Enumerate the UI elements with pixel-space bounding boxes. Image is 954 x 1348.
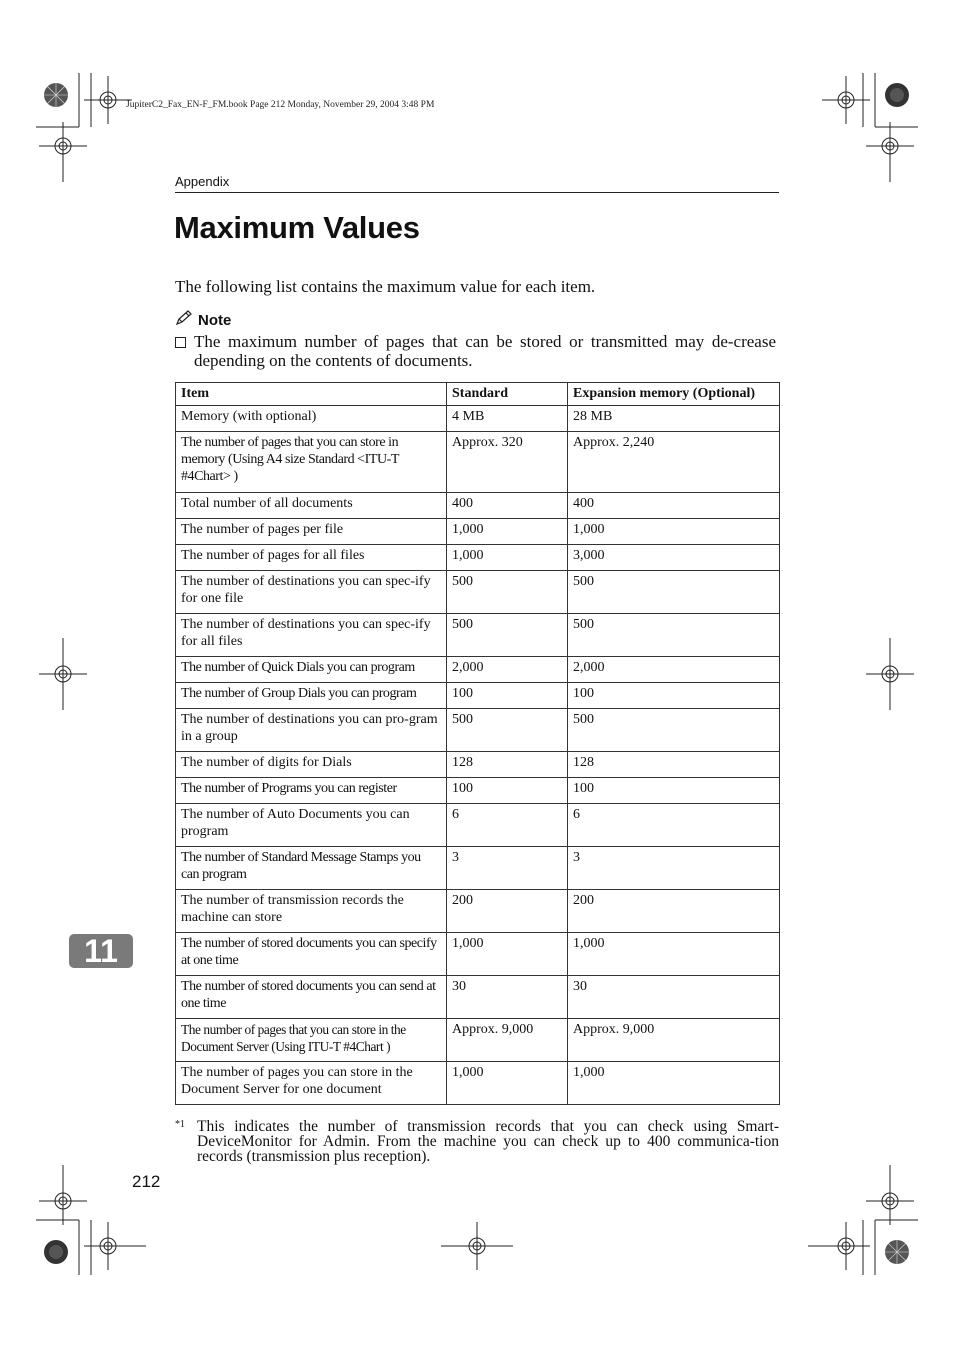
expansion-cell: 1,000 [568, 519, 780, 545]
standard-cell: 128 [447, 752, 568, 778]
expansion-cell: 500 [568, 571, 780, 614]
item-cell: The number of stored documents you can send at one time [176, 976, 447, 1019]
color-target-icon [44, 83, 68, 107]
table-row [176, 657, 780, 683]
item-cell: The number of Quick Dials you can program [176, 657, 447, 683]
standard-cell: 4 MB [447, 406, 568, 432]
registration-crosshair-icon [866, 122, 914, 182]
table-row [176, 976, 780, 1019]
item-cell: The number of pages for all files [176, 545, 447, 571]
table-row [176, 571, 780, 614]
standard-cell: 200 [447, 890, 568, 933]
table-row [176, 752, 780, 778]
item-cell: Memory (with optional) [176, 406, 447, 432]
standard-cell: 400 [447, 493, 568, 519]
expansion-cell: Approx. 9,000 [568, 1019, 780, 1062]
standard-cell: Approx. 9,000 [447, 1019, 568, 1062]
item-cell: The number of pages per file [176, 519, 447, 545]
standard-cell: 6 [447, 804, 568, 847]
item-cell: The number of Programs you can register [176, 778, 447, 804]
standard-cell: 1,000 [447, 519, 568, 545]
item-cell: The number of transmission records the machine can store [176, 890, 447, 933]
page-title: Maximum Values [174, 210, 420, 245]
color-target-icon [44, 1240, 68, 1264]
color-target-icon [885, 1240, 909, 1264]
print-header: JupiterC2_Fax_EN-F_FM.book Page 212 Monday, November 29, 2004 3:48 PM [126, 100, 435, 110]
intro-text: The following list contains the maximum value for each item. [175, 277, 596, 296]
expansion-cell: 500 [568, 614, 780, 657]
registration-crosshair-icon [866, 638, 914, 710]
expansion-cell: 1,000 [568, 1062, 780, 1105]
note-heading [175, 310, 231, 331]
expansion-cell: 1,000 [568, 933, 780, 976]
note-text: The maximum number of pages that can be stored or transmitted may de-crease depending on the contents of documents. [194, 332, 776, 370]
item-cell: The number of destinations you can spec-ify for one file [176, 571, 447, 614]
page-number: 212 [132, 1172, 161, 1191]
standard-cell: Approx. 320 [447, 432, 568, 493]
standard-cell: 1,000 [447, 1062, 568, 1105]
item-cell: The number of pages you can store in the Document Server for one document [176, 1062, 447, 1105]
expansion-cell: 28 MB [568, 406, 780, 432]
maximum-values-table [175, 382, 780, 1105]
expansion-cell: 100 [568, 778, 780, 804]
footnote-marker: *1 [175, 1119, 185, 1130]
standard-cell: 100 [447, 683, 568, 709]
table-row [176, 406, 780, 432]
registration-crosshair-icon [866, 1165, 914, 1225]
registration-crosshair-icon [808, 1222, 870, 1270]
expansion-cell: 3 [568, 847, 780, 890]
item-cell: The number of destinations you can spec-ify for all files [176, 614, 447, 657]
checkbox-icon [175, 337, 186, 348]
table-row [176, 432, 780, 493]
column-header-expansion: Expansion memory (Optional) [568, 383, 780, 406]
standard-cell: 1,000 [447, 545, 568, 571]
item-cell: The number of Group Dials you can program [176, 683, 447, 709]
table-row [176, 890, 780, 933]
table-row [176, 519, 780, 545]
table-row [176, 709, 780, 752]
standard-cell: 3 [447, 847, 568, 890]
table-row [176, 1019, 780, 1062]
section-label: Appendix [175, 174, 230, 189]
item-cell: The number of pages that you can store in the Document Server (Using ITU-T #4Chart ) [176, 1019, 447, 1062]
standard-cell: 30 [447, 976, 568, 1019]
registration-crosshair-icon [39, 1165, 87, 1225]
column-header-standard: Standard [447, 383, 568, 406]
column-header-item: Item [176, 383, 447, 406]
table-row [176, 804, 780, 847]
table-row [176, 614, 780, 657]
registration-crosshair-icon [39, 638, 87, 710]
expansion-cell: 100 [568, 683, 780, 709]
item-cell: The number of Auto Documents you can program [176, 804, 447, 847]
note-item [175, 332, 779, 370]
expansion-cell: 6 [568, 804, 780, 847]
header-rule [175, 192, 779, 193]
item-cell: The number of destinations you can pro-gram in a group [176, 709, 447, 752]
footnote [175, 1119, 779, 1164]
standard-cell: 100 [447, 778, 568, 804]
table-row [176, 847, 780, 890]
table-header-row [176, 383, 780, 406]
table-row [176, 545, 780, 571]
expansion-cell: Approx. 2,240 [568, 432, 780, 493]
expansion-cell: 400 [568, 493, 780, 519]
item-cell: The number of stored documents you can specify at one time [176, 933, 447, 976]
item-cell: The number of Standard Message Stamps you can program [176, 847, 447, 890]
registration-crosshair-icon [39, 122, 87, 182]
standard-cell: 500 [447, 709, 568, 752]
expansion-cell: 200 [568, 890, 780, 933]
expansion-cell: 3,000 [568, 545, 780, 571]
table-row [176, 778, 780, 804]
item-cell: The number of digits for Dials [176, 752, 447, 778]
table-row [176, 933, 780, 976]
expansion-cell: 2,000 [568, 657, 780, 683]
standard-cell: 2,000 [447, 657, 568, 683]
table-row [176, 683, 780, 709]
item-cell: The number of pages that you can store in memory (Using A4 size Standard <ITU-T #4Chart> ) [176, 432, 447, 493]
standard-cell: 500 [447, 571, 568, 614]
registration-crosshair-icon [441, 1222, 513, 1270]
standard-cell: 500 [447, 614, 568, 657]
note-label: Note [198, 312, 232, 329]
footnote-text: This indicates the number of transmission records that you can check using Smart-DeviceMonitor for Admin. From the machine you can check up to 400 communica-tion records (transmission plus reception). [197, 1118, 779, 1165]
registration-crosshair-icon [84, 1222, 146, 1270]
chapter-tab: 11 [69, 934, 133, 968]
expansion-cell: 128 [568, 752, 780, 778]
item-cell: Total number of all documents [176, 493, 447, 519]
expansion-cell: 30 [568, 976, 780, 1019]
pencil-icon [175, 310, 193, 331]
standard-cell: 1,000 [447, 933, 568, 976]
table-row [176, 493, 780, 519]
table-row [176, 1062, 780, 1105]
expansion-cell: 500 [568, 709, 780, 752]
color-target-icon [885, 83, 909, 107]
